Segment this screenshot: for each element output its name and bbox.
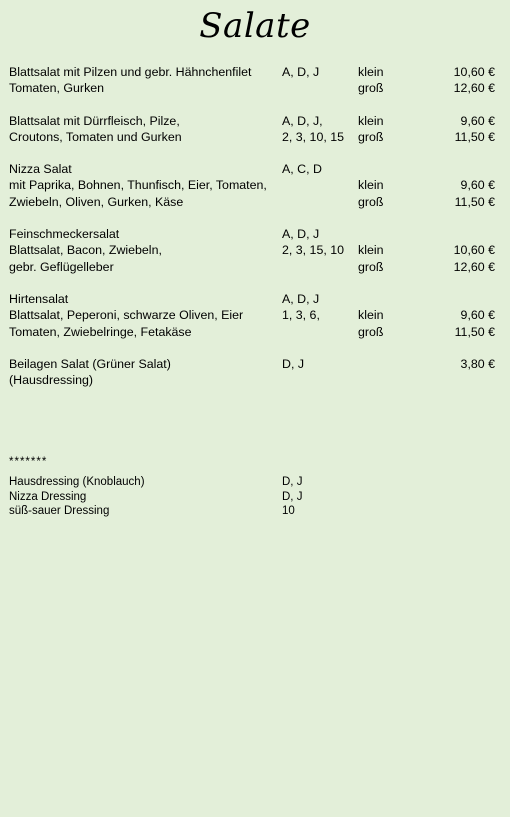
menu-item-line xyxy=(9,259,501,275)
item-allergens: 2, 3, 15, 10 xyxy=(282,243,345,258)
item-size: klein xyxy=(358,65,384,79)
dressing-row xyxy=(9,490,501,505)
item-size: groß xyxy=(358,194,384,209)
dressing-name: süß-sauer Dressing xyxy=(9,505,110,518)
item-price: 9,60 € xyxy=(460,113,495,128)
item-description: Blattsalat mit Dürrfleisch, Pilze, xyxy=(9,113,180,128)
menu-item-line xyxy=(9,372,501,388)
menu-item xyxy=(9,356,501,389)
menu-item xyxy=(9,291,501,340)
item-allergens: A, D, J xyxy=(282,291,320,306)
menu-item-line xyxy=(9,226,501,242)
item-allergens: D, J xyxy=(282,356,305,371)
item-description: Nizza Salat xyxy=(9,162,72,177)
item-description: Blattsalat, Peperoni, schwarze Oliven, Eier xyxy=(9,308,244,323)
item-description: Croutons, Tomaten und Gurken xyxy=(9,129,182,144)
dressing-section xyxy=(9,455,501,519)
menu-item-line xyxy=(9,177,501,193)
item-size: groß xyxy=(358,129,384,144)
item-allergens: A, D, J xyxy=(282,65,320,79)
item-description: Tomaten, Gurken xyxy=(9,81,105,96)
menu-item xyxy=(9,113,501,146)
dressing-allergens: D, J xyxy=(282,490,303,503)
item-allergens: A, C, D xyxy=(282,162,322,177)
item-price: 9,60 € xyxy=(460,178,495,193)
item-size: klein xyxy=(358,113,384,128)
item-size: groß xyxy=(358,81,384,96)
item-allergens: A, D, J xyxy=(282,227,320,242)
item-price: 10,60 € xyxy=(453,65,495,79)
dressing-row xyxy=(9,475,501,490)
menu-item-line xyxy=(9,324,501,340)
item-allergens: 1, 3, 6, xyxy=(282,308,320,323)
menu-item xyxy=(9,161,501,210)
menu-item-line xyxy=(9,113,501,129)
menu-item xyxy=(9,226,501,275)
dressing-row xyxy=(9,504,501,519)
page-title: Salate xyxy=(199,6,311,46)
item-description: Beilagen Salat (Grüner Salat) xyxy=(9,356,171,371)
dressing-allergens: 10 xyxy=(282,505,295,518)
menu-item-line xyxy=(9,291,501,307)
item-price: 12,60 € xyxy=(453,81,495,96)
item-description: Blattsalat mit Pilzen und gebr. Hähnchenfilet xyxy=(9,65,252,79)
item-allergens: 2, 3, 10, 15 xyxy=(282,129,345,144)
dressing-name: Nizza Dressing xyxy=(9,490,87,503)
menu-item-line xyxy=(9,194,501,210)
menu-item-line xyxy=(9,80,501,96)
item-size: klein xyxy=(358,308,384,323)
item-size: klein xyxy=(358,178,384,193)
item-price: 11,50 € xyxy=(454,324,495,339)
item-description: Zwiebeln, Oliven, Gurken, Käse xyxy=(9,194,184,209)
item-allergens: A, D, J, xyxy=(282,113,323,128)
item-price: 10,60 € xyxy=(453,243,495,258)
menu-item-line xyxy=(9,161,501,177)
item-description: mit Paprika, Bohnen, Thunfisch, Eier, Tomaten, xyxy=(9,178,267,193)
menu-item-line xyxy=(9,129,501,145)
dressing-allergens: D, J xyxy=(282,476,303,488)
item-description: gebr. Geflügelleber xyxy=(9,259,114,274)
item-price: 11,50 € xyxy=(454,129,495,144)
item-price: 11,50 € xyxy=(454,194,495,209)
menu-item xyxy=(9,64,501,97)
item-price: 9,60 € xyxy=(460,308,495,323)
menu-item-line xyxy=(9,356,501,372)
separator: ******* xyxy=(9,456,48,468)
item-description: Feinschmeckersalat xyxy=(9,227,120,242)
item-size: klein xyxy=(358,243,384,258)
item-price: 3,80 € xyxy=(460,356,495,371)
menu-item-line xyxy=(9,64,501,80)
item-size: groß xyxy=(358,259,384,274)
item-description: (Hausdressing) xyxy=(9,373,94,388)
menu-item-line xyxy=(9,307,501,323)
item-description: Tomaten, Zwiebelringe, Fetakäse xyxy=(9,324,192,339)
item-description: Blattsalat, Bacon, Zwiebeln, xyxy=(9,243,162,258)
item-size: groß xyxy=(358,324,384,339)
item-price: 12,60 € xyxy=(453,259,495,274)
menu-item-line xyxy=(9,242,501,258)
dressing-name: Hausdressing (Knoblauch) xyxy=(9,476,145,488)
item-description: Hirtensalat xyxy=(9,291,69,306)
salad-menu xyxy=(9,64,501,404)
